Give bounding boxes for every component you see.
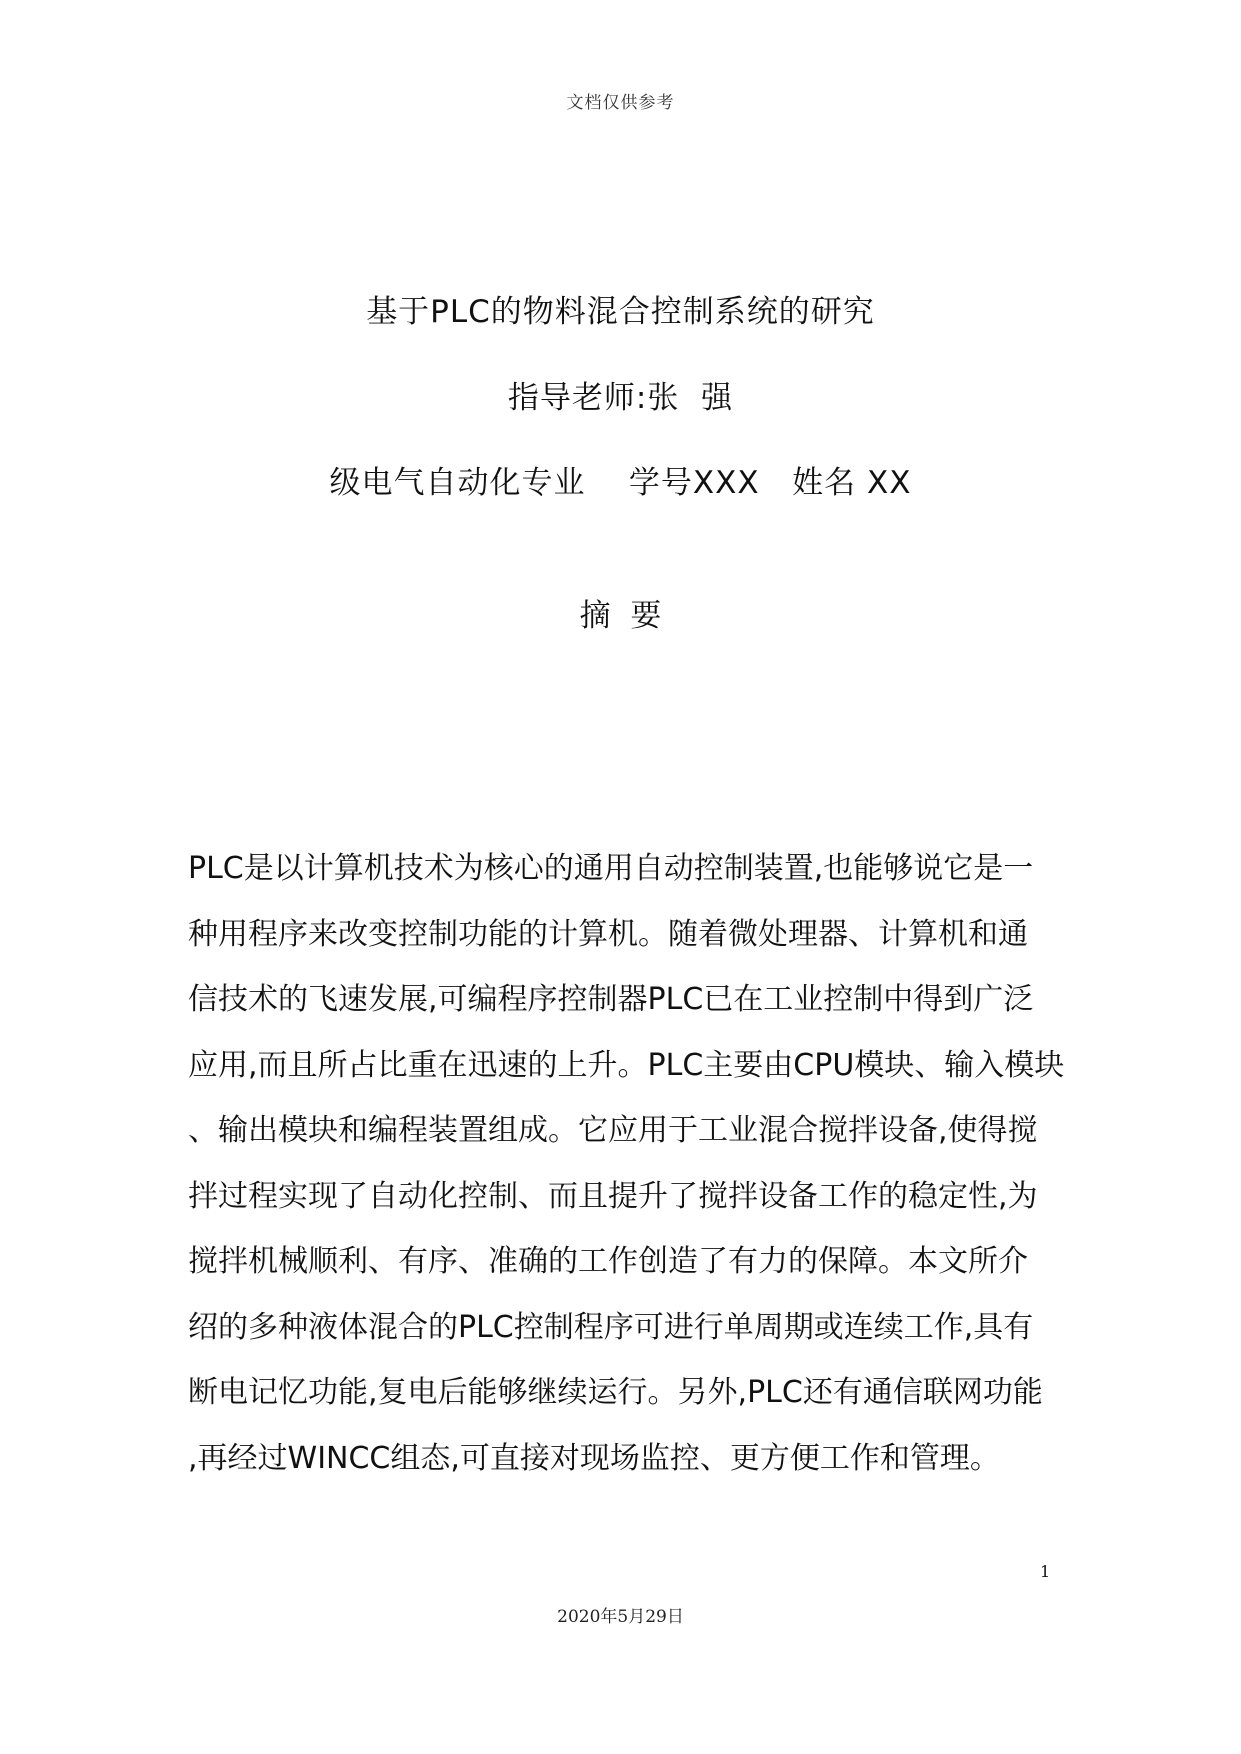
- abstract-line: 信技术的飞速发展,可编程序控制器PLC已在工业控制中得到广泛: [188, 982, 1034, 1017]
- abstract-line: ,再经过WINCC组态,可直接对现场监控、更方便工作和管理。: [188, 1440, 1000, 1476]
- abstract-line: 、输出模块和编程装置组成。它应用于工业混合搅拌设备,使得搅: [188, 1113, 1038, 1148]
- abstract-line: 搅拌机械顺利、有序、准确的工作创造了有力的保障。本文所介: [188, 1244, 1028, 1279]
- student-info-line: 级电气自动化专业 学号XXX 姓名 XX: [329, 465, 912, 501]
- abstract-body: [188, 836, 1065, 1491]
- document-title: 基于PLC的物料混合控制系统的研究: [366, 294, 875, 330]
- abstract-line: 应用,而且所占比重在迅速的上升。PLC主要由CPU模块、输入模块: [188, 1047, 1065, 1083]
- abstract-heading: 摘 要: [579, 598, 662, 634]
- abstract-line: 断电记忆功能,复电后能够继续运行。另外,PLC还有通信联网功能: [188, 1375, 1043, 1410]
- advisor-line: 指导老师:张 强: [507, 380, 734, 416]
- abstract-line: 种用程序来改变控制功能的计算机。随着微处理器、计算机和通: [188, 916, 1028, 952]
- abstract-line: PLC是以计算机技术为核心的通用自动控制装置,也能够说它是一: [188, 851, 1034, 886]
- abstract-line: 绍的多种液体混合的PLC控制程序可进行单周期或连续工作,具有: [188, 1309, 1034, 1345]
- footer-date: 2020年5月29日: [557, 1607, 684, 1627]
- page-number: 1: [1040, 1562, 1051, 1581]
- header-note: 文档仅供参考: [566, 93, 675, 113]
- abstract-line: 拌过程实现了自动化控制、而且提升了搅拌设备工作的稳定性,为: [188, 1178, 1038, 1214]
